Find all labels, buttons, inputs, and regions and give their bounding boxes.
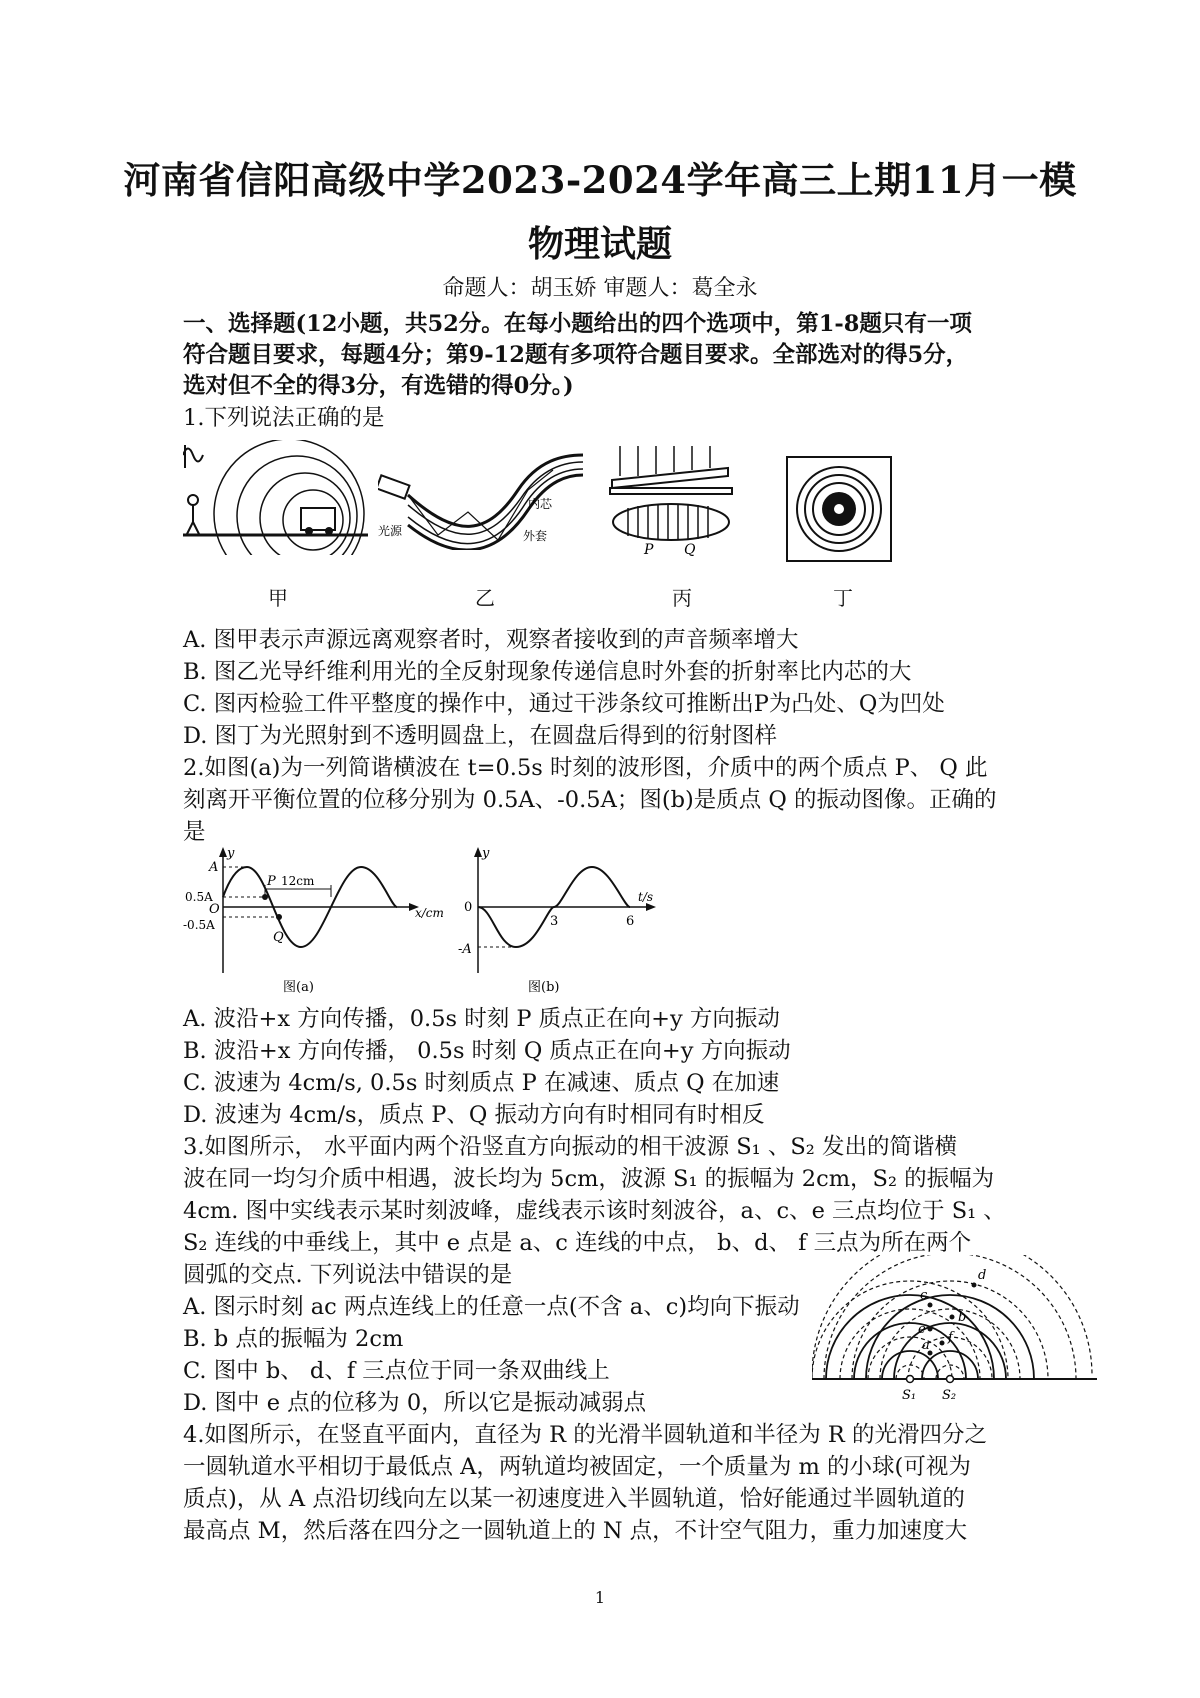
q3-label-f: f bbox=[948, 1330, 953, 1345]
q2a-label-A: A bbox=[209, 860, 219, 875]
page-number: 1 bbox=[594, 1588, 606, 1607]
q1-option-d: D. 图丁为光照射到不透明圆盘上，在圆盘后得到的衍射图样 bbox=[183, 723, 778, 749]
q2-figure-a bbox=[183, 845, 453, 995]
q4-stem-line-2: 一圆轨道水平相切于最低点 A，两轨道均被固定，一个质量为 m 的小球(可视为 bbox=[183, 1454, 971, 1480]
q2a-label-Q: Q bbox=[273, 930, 284, 945]
q3-option-d: D. 图中 e 点的位移为 0，所以它是振动减弱点 bbox=[183, 1390, 647, 1416]
q2-stem-line-1: 2.如图(a)为一列简谐横波在 t=0.5s 时刻的波形图，介质中的两个质点 P、 Q 此 bbox=[183, 755, 988, 781]
authors-line: 命题人：胡玉娇 审题人：葛全永 bbox=[442, 276, 758, 301]
q3-label-d: d bbox=[978, 1268, 987, 1283]
q3-label-a: a bbox=[922, 1338, 930, 1353]
q1-fig-label-bing: 丙 bbox=[672, 586, 692, 610]
q3-label-s2: S₂ bbox=[942, 1388, 957, 1403]
q2b-axis-y: y bbox=[482, 846, 490, 861]
q2-option-b: B. 波沿+x 方向传播， 0.5s 时刻 Q 质点正在向+y 方向振动 bbox=[183, 1038, 791, 1064]
q2a-label-neg-half: -0.5A bbox=[183, 918, 215, 932]
q1-label-q: Q bbox=[684, 542, 696, 556]
q3-option-b: B. b 点的振幅为 2cm bbox=[183, 1326, 404, 1352]
exam-title: 河南省信阳高级中学2023-2024学年高三上期11月一模 bbox=[123, 158, 1077, 202]
q3-label-s1: S₁ bbox=[902, 1388, 917, 1403]
q2-figure-b bbox=[458, 845, 668, 995]
q1-fig-label-ding: 丁 bbox=[833, 586, 853, 610]
q1-figure-bing bbox=[608, 446, 738, 556]
q1-label-light-source: 光源 bbox=[378, 524, 403, 538]
q1-label-cladding: 外套 bbox=[523, 529, 548, 543]
q1-option-b: B. 图乙光导纤维利用光的全反射现象传递信息时外套的折射率比内芯的大 bbox=[183, 659, 912, 685]
q1-fig-label-jia: 甲 bbox=[268, 586, 288, 610]
q3-label-b: b bbox=[958, 1310, 967, 1325]
q3-stem-line-2: 波在同一均匀介质中相遇，波长均为 5cm，波源 S₁ 的振幅为 2cm，S₂ 的振幅为 bbox=[183, 1166, 995, 1192]
q3-label-e: e bbox=[918, 1322, 926, 1337]
q2b-label-t3: 3 bbox=[550, 914, 559, 929]
q3-option-a: A. 图示时刻 ac 两点连线上的任意一点(不含 a、c)均向下振动 bbox=[183, 1294, 800, 1320]
q3-stem-line-3: 4cm. 图中实线表示某时刻波峰，虚线表示该时刻波谷，a、c、e 三点均位于 S₁ 、 bbox=[183, 1198, 1006, 1224]
section1-line-1: 一、选择题(12小题，共52分。在每小题给出的四个选项中，第1-8题只有一项 bbox=[183, 311, 972, 337]
q2b-label-zero: 0 bbox=[464, 900, 473, 915]
q1-label-core: 内芯 bbox=[528, 497, 553, 511]
q3-stem-line-4: S₂ 连线的中垂线上，其中 e 点是 a、c 连线的中点， b、d、 f 三点为所在两个 bbox=[183, 1230, 972, 1256]
q3-figure-interference bbox=[812, 1255, 1100, 1405]
q4-stem-line-3: 质点)，从 A 点沿切线向左以某一初速度进入半圆轨道，恰好能通过半圆轨道的 bbox=[183, 1486, 965, 1512]
q2-option-d: D. 波速为 4cm/s，质点 P、Q 振动方向有时相同有时相反 bbox=[183, 1102, 765, 1128]
q3-stem-line-1: 3.如图所示， 水平面内两个沿竖直方向振动的相干波源 S₁ 、S₂ 发出的简谐横 bbox=[183, 1134, 957, 1160]
q2-stem-line-3: 是 bbox=[183, 819, 206, 845]
q2b-caption: 图(b) bbox=[528, 980, 560, 995]
q1-stem: 1.下列说法正确的是 bbox=[183, 405, 385, 431]
q2-option-c: C. 波速为 4cm/s, 0.5s 时刻质点 P 在减速、质点 Q 在加速 bbox=[183, 1070, 780, 1096]
q1-fig-label-yi: 乙 bbox=[475, 586, 495, 610]
q1-figure-ding bbox=[785, 455, 895, 565]
q4-stem-line-4: 最高点 M，然后落在四分之一圆轨道上的 N 点，不计空气阻力，重力加速度大 bbox=[183, 1518, 968, 1544]
section1-line-3: 选对但不全的得3分，有选错的得0分。) bbox=[183, 373, 574, 399]
exam-subtitle: 物理试题 bbox=[527, 223, 672, 265]
q1-figure-yi bbox=[378, 450, 588, 550]
q2b-axis-x: t/s bbox=[638, 890, 654, 904]
q2a-label-half: 0.5A bbox=[185, 890, 213, 904]
q3-stem-line-5: 圆弧的交点. 下列说法中错误的是 bbox=[183, 1262, 513, 1288]
q2a-caption: 图(a) bbox=[283, 980, 314, 995]
q1-option-c: C. 图丙检验工件平整度的操作中，通过干涉条纹可推断出P为凸处、Q为凹处 bbox=[183, 691, 945, 717]
q2b-label-t6: 6 bbox=[626, 914, 635, 929]
q2-option-a: A. 波沿+x 方向传播，0.5s 时刻 P 质点正在向+y 方向振动 bbox=[183, 1006, 780, 1032]
q2-stem-line-2: 刻离开平衡位置的位移分别为 0.5A、-0.5A；图(b)是质点 Q 的振动图像。正确的 bbox=[183, 787, 997, 813]
q2a-label-O: O bbox=[209, 902, 220, 917]
section1-line-2: 符合题目要求，每题4分；第9-12题有多项符合题目要求。全部选对的得5分， bbox=[183, 342, 969, 368]
q3-label-c: c bbox=[920, 1288, 928, 1303]
q2a-label-distance: 12cm bbox=[281, 874, 315, 888]
q3-option-c: C. 图中 b、 d、f 三点位于同一条双曲线上 bbox=[183, 1358, 610, 1384]
q1-label-p: P bbox=[644, 542, 654, 556]
q2a-axis-x: x/cm bbox=[415, 906, 444, 920]
q2b-label-negA: -A bbox=[458, 942, 472, 957]
q2a-axis-y: y bbox=[227, 846, 235, 861]
q1-option-a: A. 图甲表示声源远离观察者时，观察者接收到的声音频率增大 bbox=[183, 627, 799, 653]
q2a-label-P: P bbox=[267, 874, 276, 889]
q1-figure-jia bbox=[183, 440, 373, 555]
q4-stem-line-1: 4.如图所示，在竖直平面内，直径为 R 的光滑半圆轨道和半径为 R 的光滑四分之 bbox=[183, 1422, 987, 1448]
